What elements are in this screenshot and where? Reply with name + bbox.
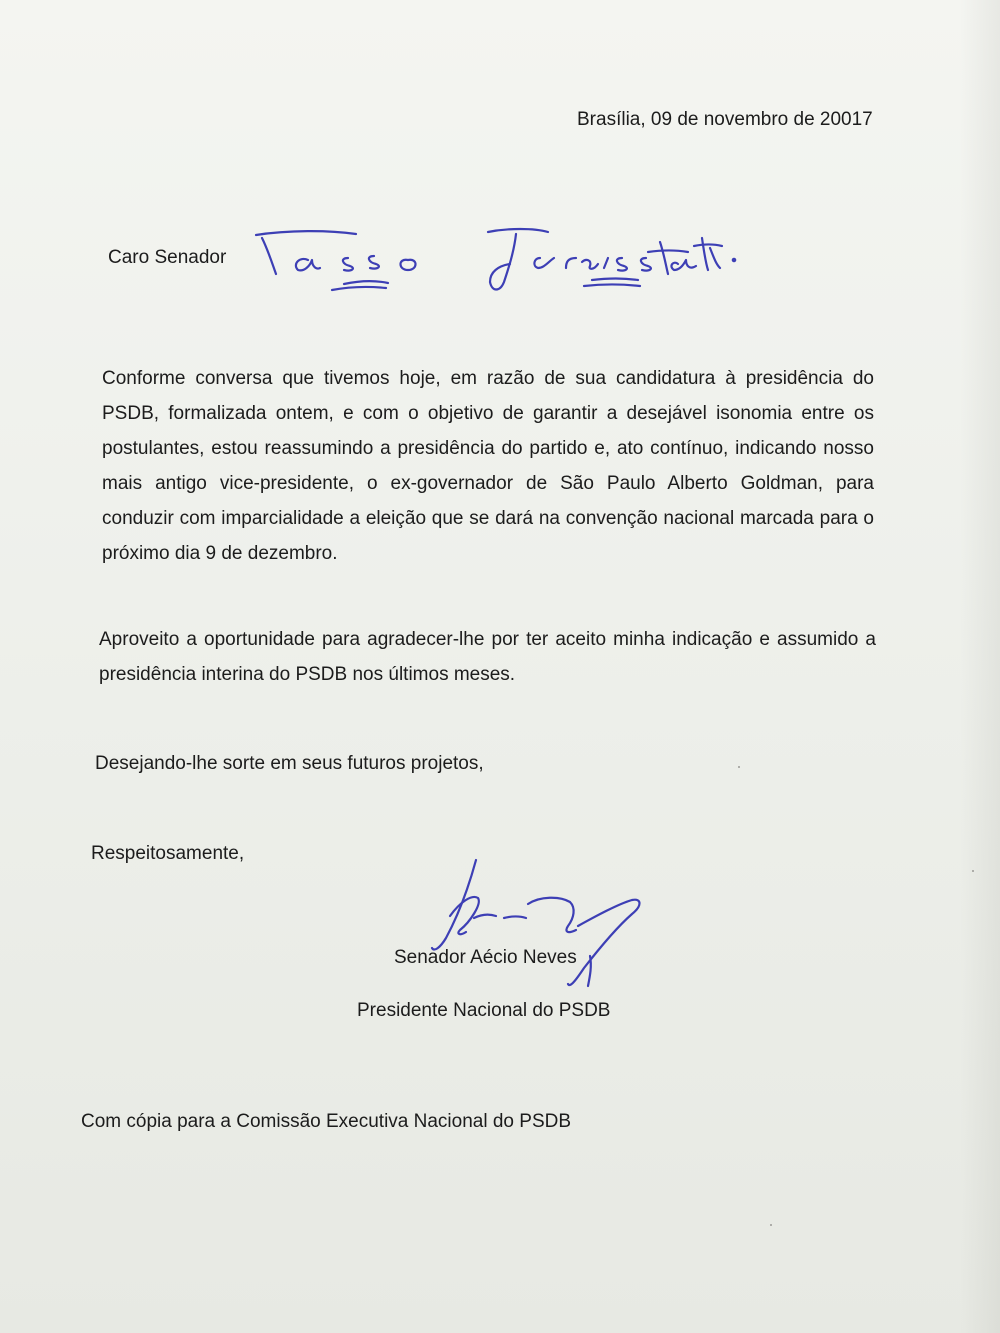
- letter-date: Brasília, 09 de novembro de 20017: [577, 109, 873, 130]
- paper-speck: [738, 766, 740, 768]
- paper-edge-shadow: [960, 0, 1000, 1333]
- copy-note: Com cópia para a Comissão Executiva Nacional do PSDB: [81, 1111, 572, 1132]
- salutation: Caro Senador: [108, 247, 227, 268]
- handwritten-addressee-name: [248, 208, 748, 308]
- paper-speck: [972, 870, 974, 872]
- body-paragraph-2: Aproveito a oportunidade para agradecer-lhe por ter aceito minha indicação e assumido a presidência interina do PSDB nos últimos meses.: [99, 629, 876, 685]
- handwritten-signature: [420, 852, 670, 1002]
- body-paragraph-1: Conforme conversa que tivemos hoje, em razão de sua candidatura à presidência do PSDB, formalizada ontem, e com o objetivo de garantir a desejável isonomia entre os postulantes, estou reassumindo a presidência do partido e, ato contínuo, indicando nosso mais antigo vice-presidente, o ex-governador de São Paulo Alberto Goldman, para conduzir com imparcialidade a eleição que se dará na convenção nacional marcada para o próximo dia 9 de dezembro.: [102, 368, 874, 564]
- signer-title: Presidente Nacional do PSDB: [357, 1000, 611, 1021]
- closing-salutation: Respeitosamente,: [91, 843, 245, 864]
- paper-speck: [770, 1224, 772, 1226]
- closing-wish: Desejando-lhe sorte em seus futuros projetos,: [95, 753, 484, 774]
- signer-name: Senador Aécio Neves: [394, 947, 577, 968]
